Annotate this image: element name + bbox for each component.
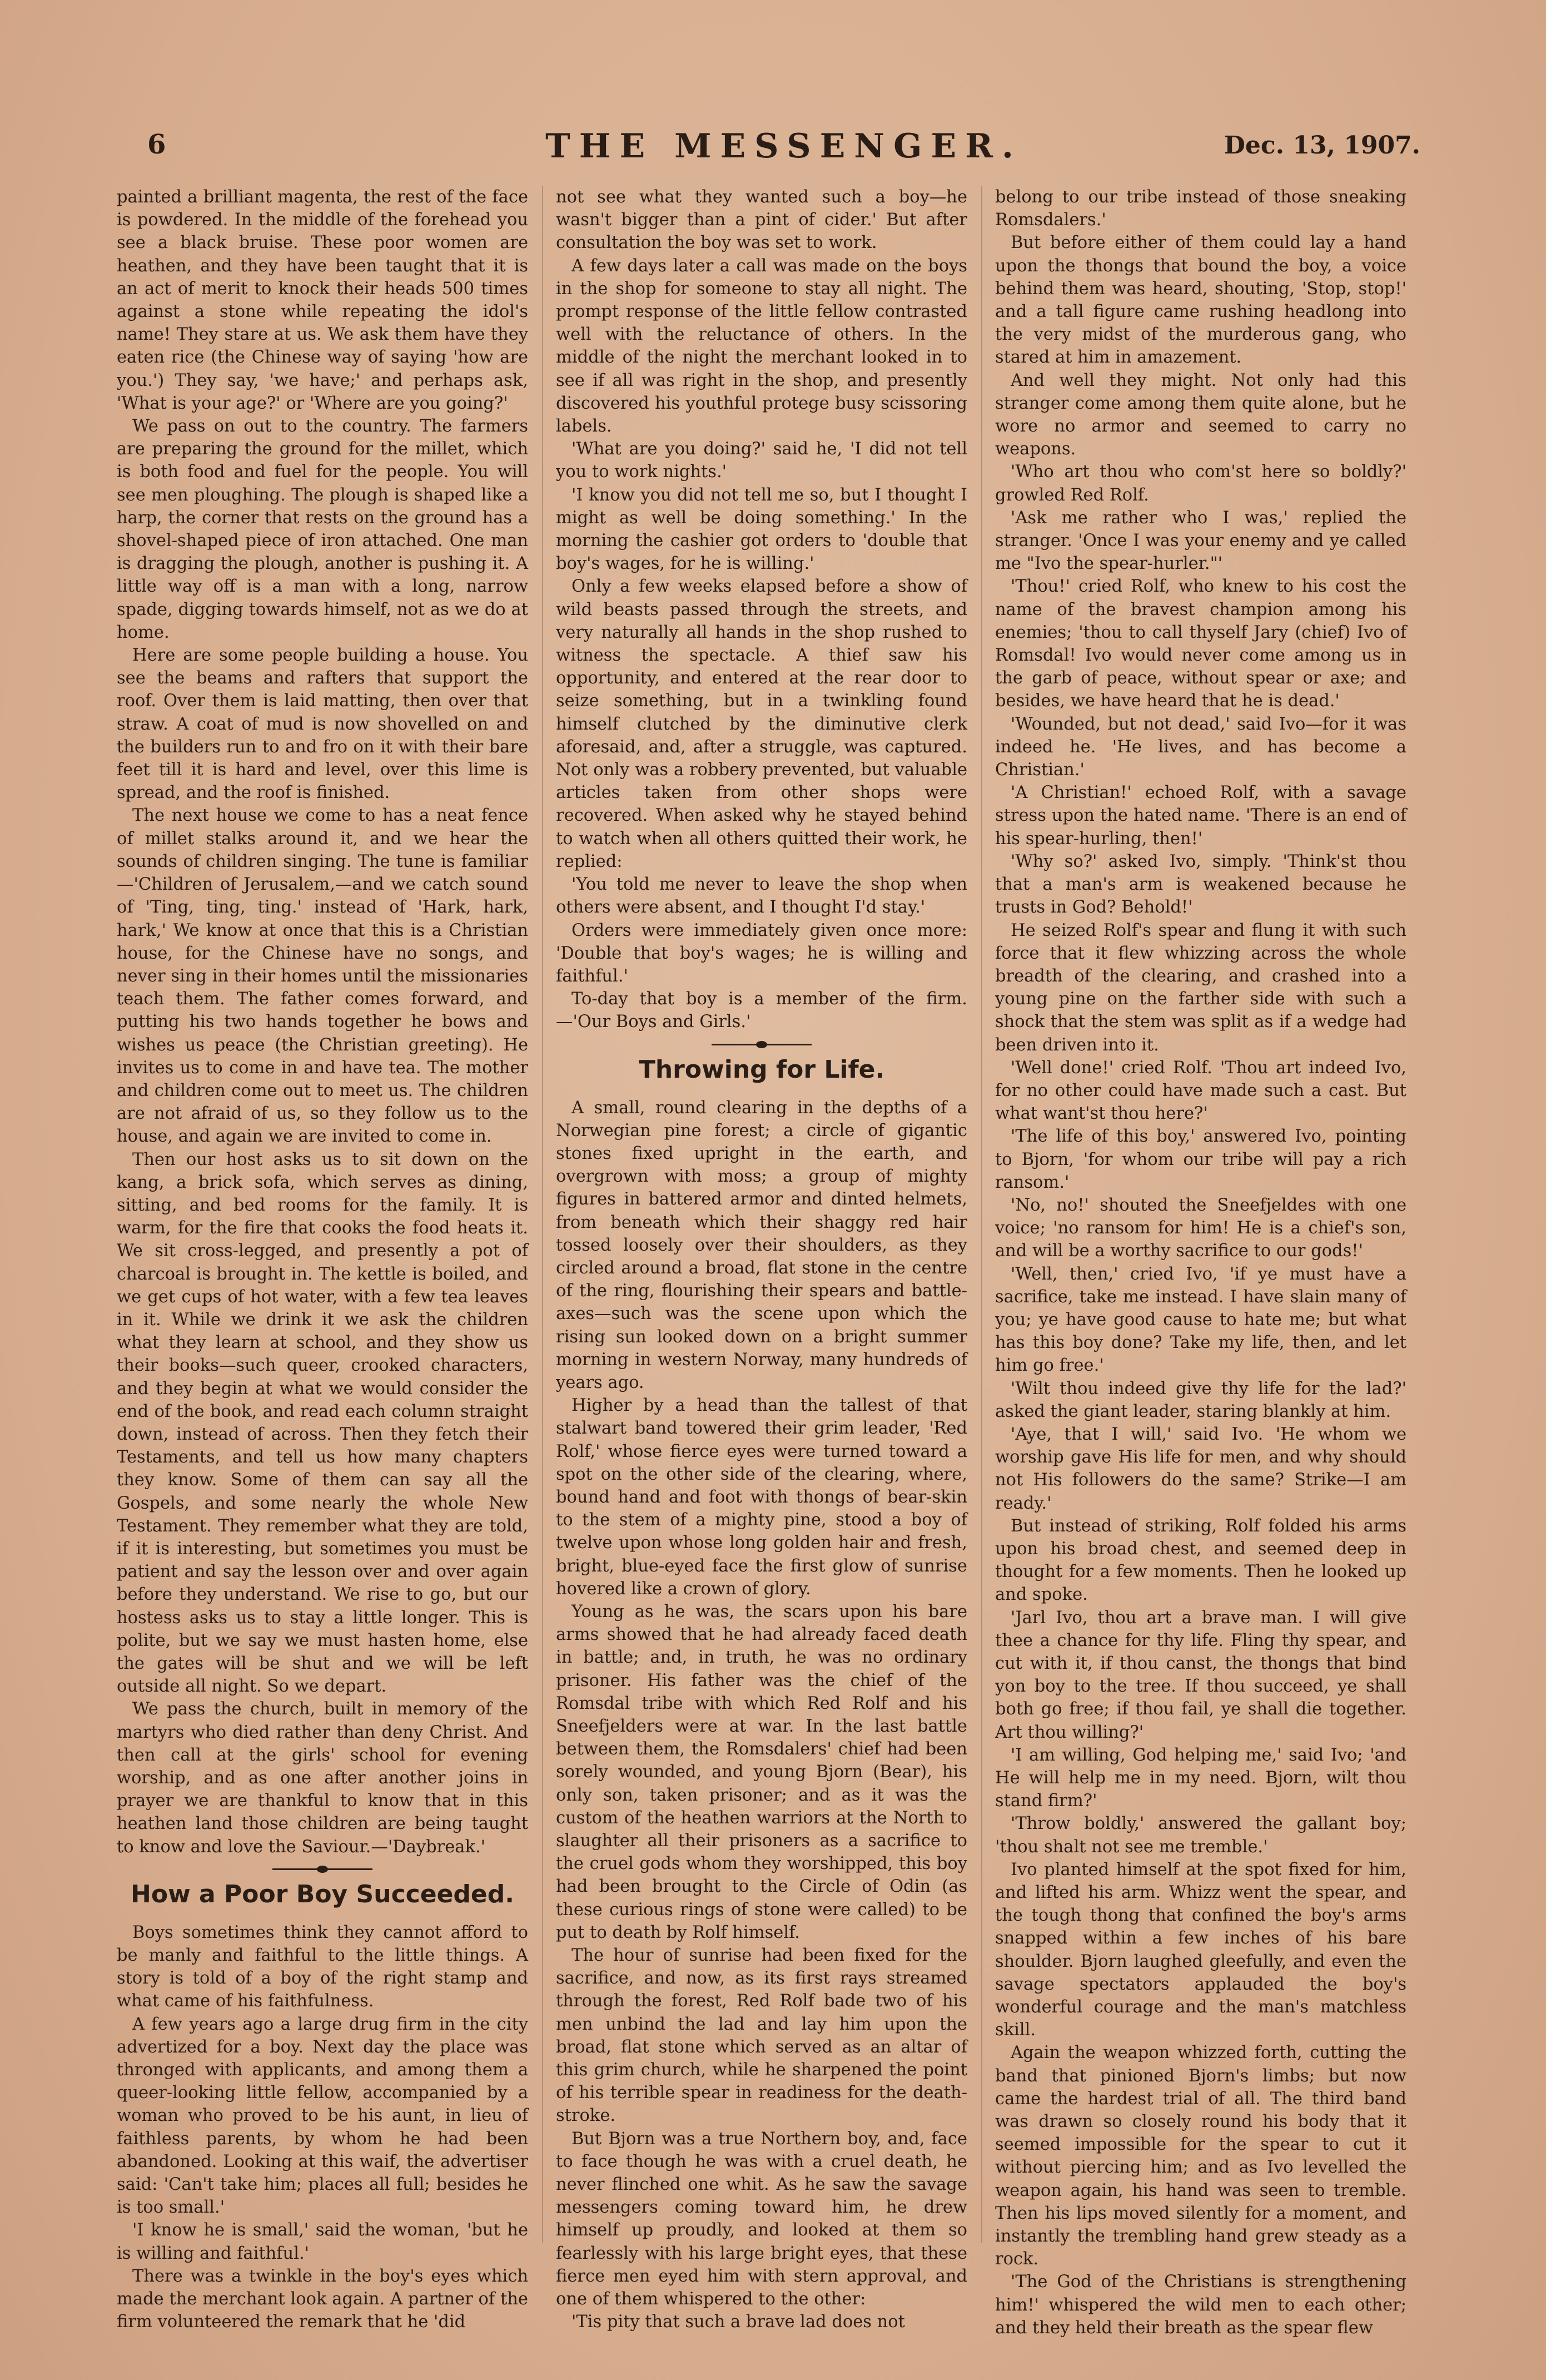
page-header [147, 129, 1420, 173]
paragraph: 'Aye, that I will,' said Ivo. 'He whom we worship gave His life for men, and why should not His followers do the same? Strike—I am ready.' [995, 1424, 1406, 1513]
paragraph: There was a twinkle in the boy's eyes which made the merchant look again. A partner of the firm volunteered the remark that he 'did [117, 2266, 528, 2332]
column-1 [117, 186, 528, 2332]
article-title: How a Poor Boy Succeeded. [131, 1880, 514, 1908]
paragraph: 'Well, then,' cried Ivo, 'if ye must have a sacrifice, take me instead. I have slain many of you; ye have good cause to hate me; but what has this boy done? Take my life, then, and let him go free.' [995, 1264, 1406, 1376]
paragraph: He seized Rolf's spear and flung it with such force that it flew whizzing across the whole breadth of the clearing, and crashed into a young pine on the farther side with such a shock that the stem was split as if a wedge had been driven into it. [995, 920, 1406, 1055]
masthead: THE MESSENGER. [545, 127, 1022, 166]
column-2 [556, 186, 967, 2332]
paragraph: Higher by a head than the tallest of that stalwart band towered their grim leader, 'Red Rolf,' whose fierce eyes were turned toward a spot on the other side of the clearing, where, bound hand and foot with thongs of bear-skin to the stem of a mighty pine, stood a boy of twelve upon whose long golden hair and fresh, bright, blue-eyed face the first glow of sunrise hovered like a crown of glory. [556, 1396, 967, 1599]
paragraph: 'Wilt thou indeed give thy life for the lad?' asked the giant leader, staring blankly at him. [995, 1379, 1406, 1421]
paragraph: 'No, no!' shouted the Sneefjeldes with one voice; 'no ransom for him! He is a chief's son, and will be a worthy sacrifice to our gods!' [995, 1195, 1406, 1261]
paragraph: 'Who art thou who com'st here so boldly?' growled Red Rolf. [995, 462, 1406, 505]
paragraph: Only a few weeks elapsed before a show of wild beasts passed through the streets, and very naturally all hands in the shop rushed to witness the spectacle. A thief saw his opportunity, and entered at the rear door to seize something, but in a twinkling found himself clutched by the diminutive clerk aforesaid, and, after a struggle, was captured. Not only was a robbery prevented, but valuable articles taken from other shops were recovered. When asked why he stayed behind to watch when all others quitted their work, he replied: [556, 577, 967, 871]
section-divider [712, 1044, 812, 1045]
paragraph: To-day that boy is a member of the firm.—'Our Boys and Girls.' [556, 989, 967, 1032]
paragraph: Ivo planted himself at the spot fixed for him, and lifted his arm. Whizz went the spear, and the tough thong that confined the boy's arms snapped within a few inches of his bare shoulder. Bjorn laughed gleefully, and even the savage spectators applauded the boy's wonderful courage and the man's matchless skill. [995, 1860, 1406, 2040]
paragraph: 'The life of this boy,' answered Ivo, pointing to Bjorn, 'for whom our tribe will pay a rich ransom.' [995, 1127, 1406, 1192]
paragraph: Orders were immediately given once more: 'Double that boy's wages; he is willing and faithful.' [556, 920, 967, 986]
paragraph: But instead of striking, Rolf folded his arms upon his broad chest, and seemed deep in thought for a few moments. Then he looked up and spoke. [995, 1516, 1406, 1605]
paragraph: Young as he was, the scars upon his bare arms showed that he had already faced death in battle; and, in truth, he was no ordinary prisoner. His father was the chief of the Romsdal tribe with which Red Rolf and his Sneefjelders were at war. In the last battle between them, the Romsdalers' chief had been sorely wounded, and young Bjorn (Bear), his only son, taken prisoner; and as it was the custom of the heathen warriors at the North to slaughter all their prisoners as a sacrifice to the cruel gods whom they worshipped, this boy had been brought to the Circle of Odin (as these curious rings of stone were called) to be put to death by Rolf himself. [556, 1601, 967, 1942]
paragraph: Here are some people building a house. You see the beams and rafters that support the roof. Over them is laid matting, then over that straw. A coat of mud is now shovelled on and the builders run to and fro on it with their bare feet till it is hard and level, over this lime is spread, and the roof is finished. [117, 646, 528, 803]
paragraph: 'The God of the Christians is strengthening him!' whispered the wild men to each other; and they held their breath as the spear flew [995, 2272, 1406, 2338]
paragraph: And well they might. Not only had this stranger come among them quite alone, but he wore no armor and seemed to carry no weapons. [995, 370, 1406, 459]
paragraph: painted a brilliant magenta, the rest of the face is powdered. In the middle of the forehead you see a black bruise. These poor women are heathen, and they have been taught that it is an act of merit to knock their heads 500 times against a stone while repeating the idol's name! They stare at us. We ask them have they eaten rice (the Chinese way of saying 'how are you.') They say, 'we have;' and perhaps ask, 'What is your age?' or 'Where are you going?' [117, 187, 528, 413]
paragraph: 'Thou!' cried Rolf, who knew to his cost the name of the bravest champion among his enemies; 'thou to call thyself Jary (chief) Ivo of Romsdal! Ivo would never come among us in the garb of peace, without spear or axe; and besides, we have heard that he is dead.' [995, 577, 1406, 711]
paragraph: 'I am willing, God helping me,' said Ivo; 'and He will help me in my need. Bjorn, wilt thou stand firm?' [995, 1745, 1406, 1811]
paragraph: 'A Christian!' echoed Rolf, with a savage stress upon the hated name. 'There is an end of his spear-hurling, then!' [995, 783, 1406, 849]
column-divider [542, 186, 543, 2243]
paragraph: But before either of them could lay a hand upon the thongs that bound the boy, a voice behind them was heard, shouting, 'Stop, stop!' and a tall figure came rushing headlong into the very midst of the murderous gang, who stared at him in amazement. [995, 233, 1406, 368]
paragraph: Again the weapon whizzed forth, cutting the band that pinioned Bjorn's limbs; but now came the hardest trial of all. The third band was drawn so closely round his body that it seemed impossible for the spear to cut it without piercing him; and as Ivo levelled the weapon again, his hand was seen to tremble. Then his lips moved silently for a moment, and instantly the trembling hand grew steady as a rock. [995, 2043, 1406, 2269]
paragraph: 'Why so?' asked Ivo, simply. 'Think'st thou that a man's arm is weakened because he trusts in God? Behold!' [995, 851, 1406, 918]
paragraph: A small, round clearing in the depths of a Norwegian pine forest; a circle of gigantic stones fixed upright in the earth, and overgrown with moss; a group of mighty figures in battered armor and dinted helmets, from beneath which their shaggy red hair tossed loosely over their shoulders, as they circled around a broad, flat stone in the centre of the ring, flourishing their spears and battle-axes—such was the scene upon which the rising sun looked down on a bright summer morning in western Norway, many hundreds of years ago. [556, 1098, 967, 1392]
paragraph: We pass on out to the country. The farmers are preparing the ground for the millet, which is both food and fuel for the people. You will see men ploughing. The plough is shaped like a harp, the corner that rests on the ground has a shovel-shaped piece of iron attached. One man is dragging the plough, another is pushing it. A little way off is a man with a long, narrow spade, digging towards himself, not as we do at home. [117, 416, 528, 642]
paragraph: 'Throw boldly,' answered the gallant boy; 'thou shalt not see me tremble.' [995, 1814, 1406, 1857]
paragraph: The hour of sunrise had been fixed for the sacrifice, and now, as its first rays streamed through the forest, Red Rolf bade two of his men unbind the lad and lay him upon the broad, flat stone which served as an altar of this grim church, while he sharpened the point of his terrible spear in readiness for the death-stroke. [556, 1946, 967, 2126]
paragraph: A few days later a call was made on the boys in the shop for someone to stay all night. The prompt response of the little fellow contrasted well with the reluctance of others. In the middle of the night the merchant looked in to see if all was right in the shop, and presently discovered his youthful protege busy scissoring labels. [556, 256, 967, 437]
issue-date: Dec. 13, 1907. [1224, 131, 1420, 160]
paragraph: 'Wounded, but not dead,' said Ivo—for it was indeed he. 'He lives, and has become a Christian.' [995, 714, 1406, 780]
section-divider [272, 1868, 372, 1870]
paragraph: A few years ago a large drug firm in the city advertized for a boy. Next day the place was thronged with applicants, and among them a queer-looking little fellow, accompanied by a woman who proved to be his aunt, in lieu of faithless parents, by whom he had been abandoned. Looking at this waif, the advertiser said: 'Can't take him; places all full; besides he is too small.' [117, 2014, 528, 2218]
paragraph: 'Well done!' cried Rolf. 'Thou art indeed Ivo, for no other could have made such a cast. But what want'st thou here?' [995, 1058, 1406, 1124]
paragraph: We pass the church, built in memory of the martyrs who died rather than deny Christ. And then call at the girls' school for evening worship, and as one after another joins in prayer we are thankful to know that in this heathen land those children are being taught to know and love the Saviour.—'Daybreak.' [117, 1699, 528, 1857]
column-3 [995, 186, 1406, 2338]
paragraph: not see what they wanted such a boy—he wasn't bigger than a pint of cider.' But after consultation the boy was set to work. [556, 187, 967, 253]
column-divider [981, 186, 982, 2243]
paragraph: 'I know he is small,' said the woman, 'but he is willing and faithful.' [117, 2220, 528, 2263]
paragraph: But Bjorn was a true Northern boy, and, face to face though he was with a cruel death, he never flinched one whit. As he saw the savage messengers coming toward him, he drew himself up proudly, and looked at them so fearlessly with his large bright eyes, that these fierce men eyed him with stern approval, and one of them whispered to the other: [556, 2129, 967, 2309]
paragraph: belong to our tribe instead of those sneaking Romsdalers.' [995, 187, 1406, 230]
paragraph: Then our host asks us to sit down on the kang, a brick sofa, which serves as dining, sitting, and bed rooms for the family. It is warm, for the fire that cooks the food heats it. We sit cross-legged, and presently a pot of charcoal is brought in. The kettle is boiled, and we get cups of hot water, with a few tea leaves in it. While we drink it we ask the children what they learn at school, and they show us their books—such queer, crooked characters, and they begin at what we would consider the end of the book, and read each column straight down, instead of across. Then they fetch their Testaments, and tell us how many chapters they know. Some of them can say all the Gospels, and some nearly the whole New Testament. They remember what they are told, if it is interesting, but sometimes you must be patient and say the lesson over and over again before they understand. We rise to go, but our hostess asks us to stay a little longer. This is polite, but we say we must hasten home, else the gates will be shut and we will be left outside all night. So we depart. [117, 1149, 528, 1697]
paragraph: 'Jarl Ivo, thou art a brave man. I will give thee a chance for thy life. Fling thy spear, and cut with it, if thou canst, the thongs that bind yon boy to the tree. If thou succeed, ye shall both go free; if thou fail, ye shall die together. Art thou willing?' [995, 1608, 1406, 1742]
paragraph: 'I know you did not tell me so, but I thought I might as well be doing something.' In the morning the cashier got orders to 'double that boy's wages, for he is willing.' [556, 485, 967, 574]
paragraph: 'Ask me rather who I was,' replied the stranger. 'Once I was your enemy and ye called me "Ivo the spear-hurler."' [995, 508, 1406, 574]
paragraph: Boys sometimes think they cannot afford to be manly and faithful to the little things. A story is told of a boy of the right stamp and what came of his faithfulness. [117, 1922, 528, 2011]
paragraph: 'You told me never to leave the shop when others were absent, and I thought I'd stay.' [556, 875, 967, 918]
page-number: 6 [147, 129, 166, 160]
paragraph: 'What are you doing?' said he, 'I did not tell you to work nights.' [556, 439, 967, 482]
paragraph: The next house we come to has a neat fence of millet stalks around it, and we hear the sounds of children singing. The tune is familiar—'Children of Jerusalem,—and we catch sound of 'Ting, ting, ting.' instead of 'Hark, hark, hark,' We know at once that this is a Christian house, for the Chinese have no songs, and never sing in their homes until the missionaries teach them. The father comes forward, and putting his two hands together he bows and wishes us peace (the Christian greeting). He invites us to come in and have tea. The mother and children come out to meet us. The children are not afraid of us, so they follow us to the house, and again we are invited to come in. [117, 806, 528, 1147]
paragraph: 'Tis pity that such a brave lad does not [571, 2312, 905, 2332]
article-title: Throwing for Life. [638, 1055, 885, 1084]
